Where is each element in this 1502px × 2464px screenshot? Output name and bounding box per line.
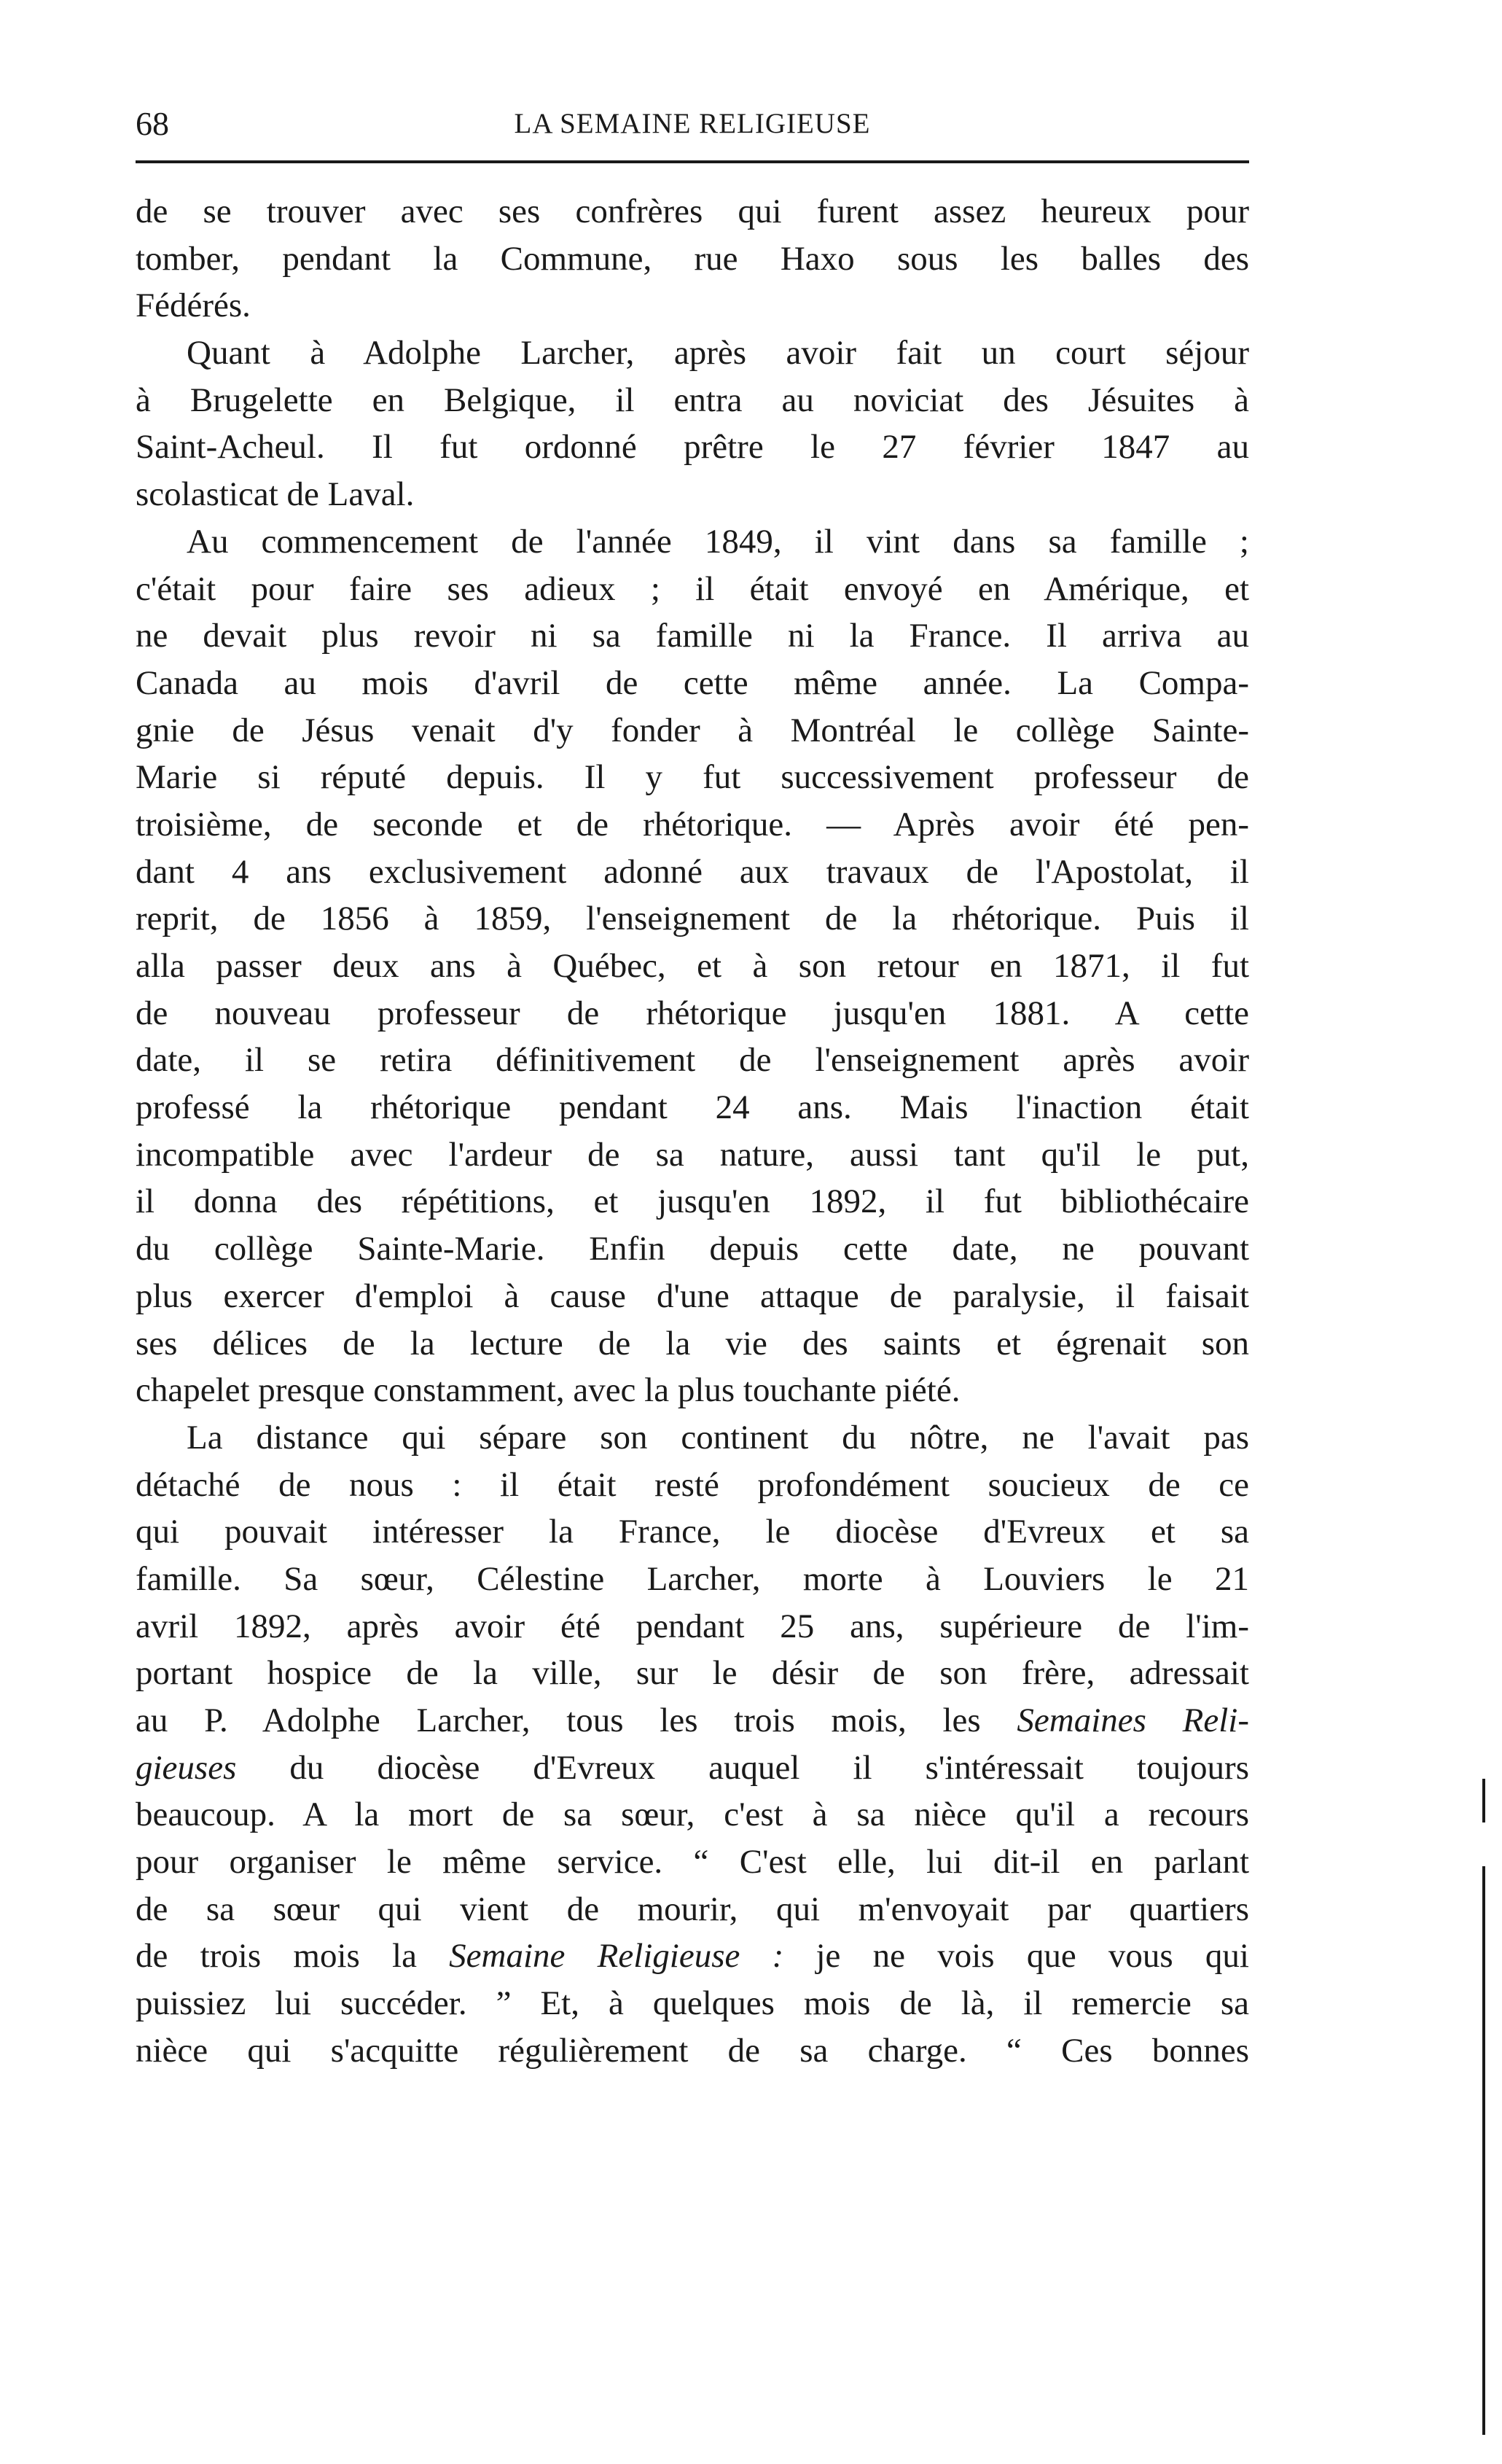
text-run: je ne vois que vous qui (783, 1937, 1249, 1976)
text-line (136, 801, 1249, 849)
margin-mark (1482, 1779, 1485, 1822)
text-line (136, 471, 1249, 518)
text-run: avril 1892, après avoir été pendant 25 ans, supérieure de l'im- (136, 1607, 1249, 1645)
text-run: scolasticat de Laval. (136, 475, 415, 514)
text-run: de nouveau professeur de rhétorique jusqu'en 1881. A cette (136, 994, 1249, 1032)
text-run: à Brugelette en Belgique, il entra au noviciat des Jésuites à (136, 381, 1249, 419)
text-run: dant 4 ans exclusivement adonné aux travaux de l'Apostolat, il (136, 852, 1249, 891)
margin-mark (1482, 1866, 1485, 2435)
text-line (136, 1037, 1249, 1084)
text-line (136, 707, 1249, 755)
text-line (136, 754, 1249, 801)
text-run: Au commencement de l'année 1849, il vint dans sa famille ; (187, 522, 1249, 561)
text-run: puissiez lui succéder. ” Et, à quelques mois de là, il remercie sa (136, 1984, 1249, 2023)
text-run: plus exercer d'emploi à cause d'une attaque de paralysie, il faisait (136, 1276, 1249, 1315)
text-run: professé la rhétorique pendant 24 ans. Mais l'inaction était (136, 1088, 1249, 1127)
text-run: Quant à Adolphe Larcher, après avoir fait un court séjour (187, 334, 1249, 373)
text-line (136, 1462, 1249, 1509)
text-line (136, 1603, 1249, 1650)
text-line (136, 1744, 1249, 1792)
text-line (136, 943, 1249, 990)
text-line (136, 424, 1249, 471)
italic-run: Semaines Reli- (1017, 1701, 1249, 1739)
text-run: tomber, pendant la Commune, rue Haxo sous les balles des (136, 239, 1249, 278)
body-text (136, 188, 1249, 2075)
header-rule (136, 160, 1249, 163)
text-line (136, 1697, 1249, 1744)
text-line (136, 566, 1249, 613)
text-line (136, 1839, 1249, 1886)
text-run: reprit, de 1856 à 1859, l'enseignement de la rhétorique. Puis il (136, 900, 1249, 938)
text-line (136, 1320, 1249, 1368)
text-line (136, 1556, 1249, 1603)
text-run: Canada au mois d'avril de cette même année. La Compa- (136, 663, 1249, 702)
text-run: ses délices de la lecture de la vie des saints et égrenait son (136, 1324, 1249, 1362)
text-run: du collège Sainte-Marie. Enfin depuis cette date, ne pouvant (136, 1230, 1249, 1268)
text-run: de se trouver avec ses confrères qui furent assez heureux pour (136, 192, 1249, 230)
text-line (136, 1414, 1249, 1462)
text-line (136, 849, 1249, 896)
running-title: LA SEMAINE RELIGIEUSE (514, 108, 871, 139)
text-run: La distance qui sépare son continent du nôtre, ne l'avait pas (187, 1418, 1249, 1457)
text-run: beaucoup. A la mort de sa sœur, c'est à sa nièce qu'il a recours (136, 1796, 1249, 1834)
text-line (136, 1650, 1249, 1697)
page-header (136, 102, 1249, 146)
text-run: portant hospice de la ville, sur le désir de son frère, adressait (136, 1654, 1249, 1693)
text-line (136, 1273, 1249, 1320)
text-run: qui pouvait intéresser la France, le diocèse d'Evreux et sa (136, 1513, 1249, 1551)
text-run: chapelet presque constamment, avec la plus touchante piété. (136, 1371, 961, 1410)
text-line (136, 895, 1249, 943)
text-line (136, 1933, 1249, 1980)
text-line (136, 1084, 1249, 1131)
text-run: de sa sœur qui vient de mourir, qui m'envoyait par quartiers (136, 1890, 1249, 1928)
text-run: ne devait plus revoir ni sa famille ni la France. Il arriva au (136, 617, 1249, 655)
text-line (136, 188, 1249, 235)
text-run: il donna des répétitions, et jusqu'en 1892, il fut bibliothécaire (136, 1182, 1249, 1221)
text-run: détaché de nous : il était resté profondément soucieux de ce (136, 1465, 1249, 1504)
text-run: de trois mois la (136, 1937, 450, 1976)
text-line (136, 990, 1249, 1037)
text-run: du diocèse d'Evreux auquel il s'intéressait toujours (236, 1748, 1249, 1787)
text-line (136, 1178, 1249, 1225)
text-line (136, 1980, 1249, 2027)
text-run: famille. Sa sœur, Célestine Larcher, morte à Louviers le 21 (136, 1559, 1249, 1598)
text-line (136, 1367, 1249, 1414)
text-run: Marie si réputé depuis. Il y fut successivement professeur de (136, 758, 1249, 797)
italic-run: Semaine Religieuse : (449, 1937, 784, 1976)
text-run: Saint-Acheul. Il fut ordonné prêtre le 27 février 1847 au (136, 428, 1249, 467)
text-line (136, 1791, 1249, 1839)
text-line (136, 1886, 1249, 1933)
text-run: troisième, de seconde et de rhétorique. — Après avoir été pen- (136, 805, 1249, 843)
text-line (136, 660, 1249, 707)
text-run: c'était pour faire ses adieux ; il était envoyé en Amérique, et (136, 569, 1249, 608)
text-line (136, 518, 1249, 566)
text-run: nièce qui s'acquitte régulièrement de sa charge. “ Ces bonnes (136, 2031, 1249, 2070)
text-line (136, 330, 1249, 377)
text-line (136, 1508, 1249, 1556)
text-run: alla passer deux ans à Québec, et à son retour en 1871, il fut (136, 947, 1249, 985)
text-run: date, il se retira définitivement de l'enseignement après avoir (136, 1041, 1249, 1080)
text-line (136, 235, 1249, 283)
text-run: incompatible avec l'ardeur de sa nature, aussi tant qu'il le put, (136, 1135, 1249, 1174)
text-line (136, 1225, 1249, 1273)
text-run: au P. Adolphe Larcher, tous les trois mois, les (136, 1701, 1017, 1739)
text-line (136, 377, 1249, 424)
text-line (136, 2027, 1249, 2075)
text-line (136, 282, 1249, 330)
text-run: Fédérés. (136, 286, 251, 325)
text-run: gnie de Jésus venait d'y fonder à Montréal le collège Sainte- (136, 711, 1249, 749)
italic-run: gieuses (136, 1748, 237, 1787)
text-run: pour organiser le même service. “ C'est elle, lui dit-il en parlant (136, 1843, 1249, 1882)
page-number: 68 (136, 105, 169, 142)
text-line (136, 612, 1249, 660)
text-line (136, 1131, 1249, 1179)
